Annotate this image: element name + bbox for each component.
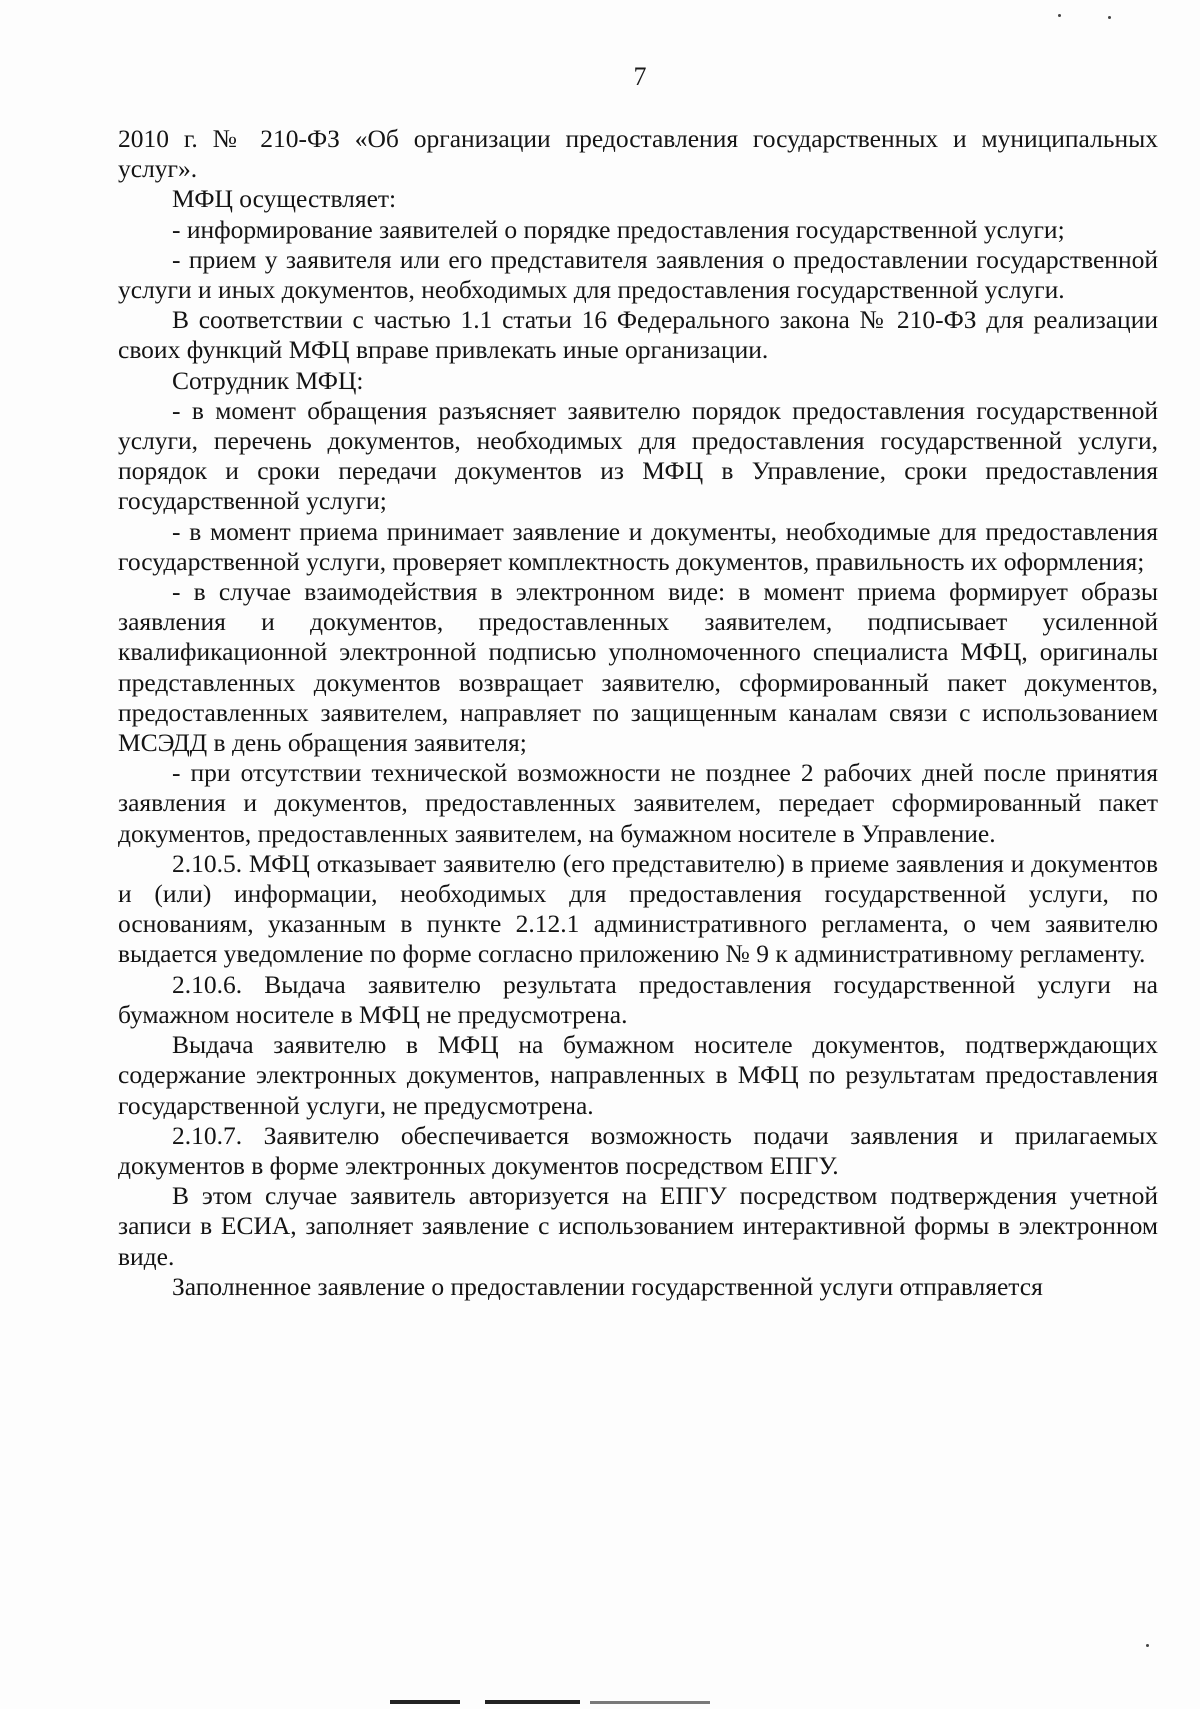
list-item-at-reception: - в момент приема принимает заявление и документы, необходимые для предоставления государственной услуги, проверяет комплектность документов, правильность их оформления;	[118, 516, 1158, 576]
scan-speck	[1108, 16, 1111, 19]
paragraph-2-10-6: 2.10.6. Выдача заявителю результата предоставления государственной услуги на бумажном носителе в МФЦ не предусмотрена.	[118, 969, 1158, 1029]
scan-speck	[1058, 14, 1061, 17]
scan-speck	[1146, 1644, 1149, 1647]
list-item-informing: - информирование заявителей о порядке предоставления государственной услуги;	[172, 214, 1065, 244]
list-item-at-request: - в момент обращения разъясняет заявителю порядок предоставления государственной услуги, перечень документов, необходимых для предоставления государственной услуги, порядок и сроки передачи документов из МФЦ в Управление, сроки предоставления государственной услуги;	[118, 395, 1158, 516]
list-item-reception: - прием у заявителя или его представителя заявления о предоставлении государственной услуги и иных документов, необходимых для предоставления государственной услуги.	[118, 244, 1158, 305]
paragraph-esia-auth: В этом случае заявитель авторизуется на ЕПГУ посредством подтверждения учетной записи в ЕСИА, заполняет заявление с использованием интерактивной формы в электронном виде.	[118, 1181, 1158, 1271]
paragraph-2-10-5: 2.10.5. МФЦ отказывает заявителю (его представителю) в приеме заявления и документов и (или) информации, необходимых для предоставления государственной услуги, по основаниям, указанным в пункте 2.12.1 административного регламента, о чем заявителю выдается уведомление по форме согласно приложению № 9 к административному регламенту.	[118, 848, 1158, 969]
paragraph-paper-issue: Выдача заявителю в МФЦ на бумажном носителе документов, подтверждающих содержание электронных документов, направленных в МФЦ по результатам предоставления государственной услуги, не предусмотрена.	[118, 1030, 1158, 1120]
page-number: 7	[633, 62, 647, 91]
list-item-no-technical: - при отсутствии технической возможности не позднее 2 рабочих дней после принятия заявления и документов, предоставленных заявителем, передает сформированный пакет документов, предоставленных заявителем, на бумажном носителе в Управление.	[118, 758, 1158, 848]
paragraph-mfc-employee: Сотрудник МФЦ:	[172, 365, 364, 395]
paragraph-mfc-performs: МФЦ осуществляет:	[172, 184, 397, 214]
paragraph-other-organizations: В соответствии с частью 1.1 статьи 16 Федерального закона № 210-ФЗ для реализации своих функций МФЦ вправе привлекать иные организации.	[118, 305, 1158, 365]
paragraph-law-reference: 2010 г. № 210-ФЗ «Об организации предоставления государственных и муниципальных услуг».	[118, 124, 1158, 184]
paragraph-filled-application: Заполненное заявление о предоставлении государственной услуги отправляется	[172, 1271, 1043, 1301]
list-item-electronic: - в случае взаимодействия в электронном виде: в момент приема формирует образы заявления и документов, предоставленных заявителем, подписывает усиленной квалификационной электронной подписью уполномоченного специалиста МФЦ, оригиналы представленных документов возвращает заявителю, сформированный пакет документов, предоставленных заявителем, направляет по защищенным каналам связи с использованием МСЭДД в день обращения заявителя;	[118, 577, 1158, 758]
scan-edge-mark	[590, 1701, 710, 1704]
scan-edge-mark	[390, 1700, 460, 1704]
document-body	[118, 124, 1158, 1302]
scan-edge-mark	[485, 1700, 580, 1704]
paragraph-2-10-7: 2.10.7. Заявителю обеспечивается возможность подачи заявления и прилагаемых документов в форме электронных документов посредством ЕПГУ.	[118, 1120, 1158, 1180]
